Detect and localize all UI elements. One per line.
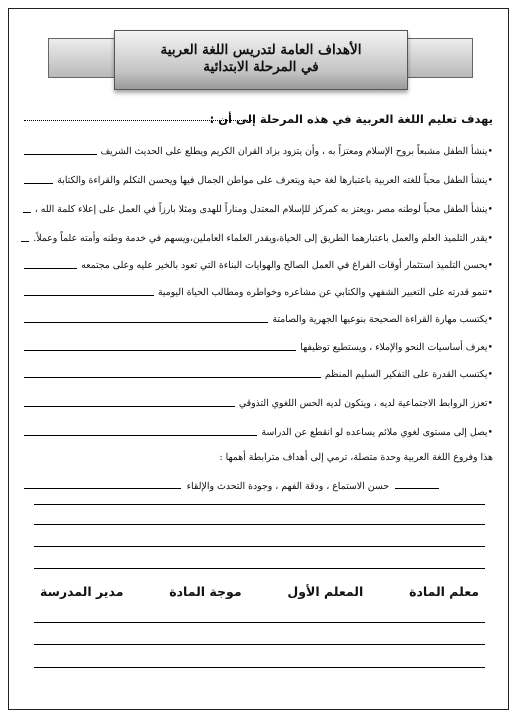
writing-line: [24, 154, 97, 155]
objective-text: •يكتسب مهارة القراءة الصحيحة بنوعيها الجهرية والصامتة: [272, 314, 493, 325]
writing-line: [395, 488, 439, 489]
signature-labels: [40, 584, 479, 599]
signature-supervisor: موجة المادة: [169, 584, 242, 599]
blank-writing-line: [34, 568, 485, 569]
page-subtitle: في المرحلة الابتدائية: [203, 59, 319, 75]
signature-line: [34, 622, 485, 623]
objective-text: •يقدر التلميذ العلم والعمل باعتبارهما الطريق إلى الحياة،ويقدر العلماء العاملين،ويسهم في خدمة وطنه وأمته علماً وعملاً.: [33, 233, 493, 244]
writing-line: [24, 268, 77, 269]
writing-line: [24, 295, 154, 296]
intro-dotted-line: [24, 120, 252, 121]
writing-line: [23, 212, 31, 213]
objective-row: [24, 283, 493, 299]
writing-line: [21, 241, 29, 242]
writing-line: [24, 183, 53, 184]
signature-first-teacher: المعلم الأول: [287, 584, 364, 599]
objective-row: [24, 365, 493, 381]
skills-text: حسن الاستماع ، ودقة الفهم ، وجودة التحدث والإلقاء: [186, 481, 389, 492]
writing-line: [24, 350, 296, 351]
objective-row: [24, 394, 493, 410]
blank-writing-line: [34, 524, 485, 525]
objective-row: [24, 310, 493, 326]
signature-teacher: معلم المادة: [409, 584, 479, 599]
page-title: الأهداف العامة لتدريس اللغة العربية: [160, 42, 362, 58]
objective-text: •ينشأ الطفل محباً للغته العربية باعتبارها لغة حية ويتعرف على مواطن الجمال فيها ويحسن التكلم والقراءة والكتابة: [57, 175, 493, 186]
objective-row: [24, 200, 493, 216]
writing-line: [24, 322, 268, 323]
objective-row: [24, 256, 493, 272]
signature-principal: مدير المدرسة: [40, 584, 124, 599]
skills-row: [24, 478, 439, 492]
objective-text: •ينشأ الطفل محباً لوطنه مصر ،ويعتز به كمركز للإسلام المعتدل ومناراً للهدى ومثلا بارزاً في العمل على إعلاء كلمة الله ،: [34, 204, 493, 215]
objective-text: •تعزز الروابط الاجتماعية لديه ، ويتكون لديه الحس اللغوي التذوقي: [238, 398, 493, 409]
blank-writing-line: [34, 504, 485, 505]
objective-text: •ينشأ الطفل مشبعاً بروح الإسلام ومعتزاً به ، وأن يتزود بزاد القران الكريم ويطلع على الحديث الشريف: [100, 146, 493, 157]
title-banner: [48, 30, 473, 98]
objective-row: [24, 423, 493, 439]
writing-line: [24, 488, 181, 489]
writing-line: [24, 406, 235, 407]
objective-text: •يكتسب القدرة على التفكير السليم المنظم: [324, 369, 493, 380]
signature-line: [34, 644, 485, 645]
objective-row: [24, 171, 493, 187]
summary-text: هذا وفروع اللغة العربية وحدة متصلة، ترمي إلى أهداف مترابطة أهمها :: [219, 452, 493, 463]
objective-text: •تنمو قدرته على التعبير الشفهي والكتابي عن مشاعره وخواطره ومطالب الحياة اليومية: [157, 287, 493, 298]
intro-heading: يهدف تعليم اللغة العربية في هذه المرحلة إلى أن :: [209, 112, 493, 126]
blank-writing-line: [34, 546, 485, 547]
objective-row: [24, 229, 493, 245]
objective-row: [24, 142, 493, 158]
objective-text: •يصل إلى مستوى لغوي ملائم يساعده لو انقطع عن الدراسة: [261, 427, 493, 438]
objective-row: [24, 338, 493, 354]
banner-plaque: [114, 30, 408, 90]
signature-line: [34, 667, 485, 668]
objective-text: •يعرف أساسيات النحو والإملاء ، ويستطيع توظيفها: [300, 342, 493, 353]
writing-line: [24, 377, 321, 378]
objective-text: •يحسن التلميذ استثمار أوقات الفراغ في العمل الصالح والهوايات البناءة التي تعود بالخير عليه وعلى مجتمعه: [81, 260, 493, 271]
writing-line: [24, 435, 257, 436]
